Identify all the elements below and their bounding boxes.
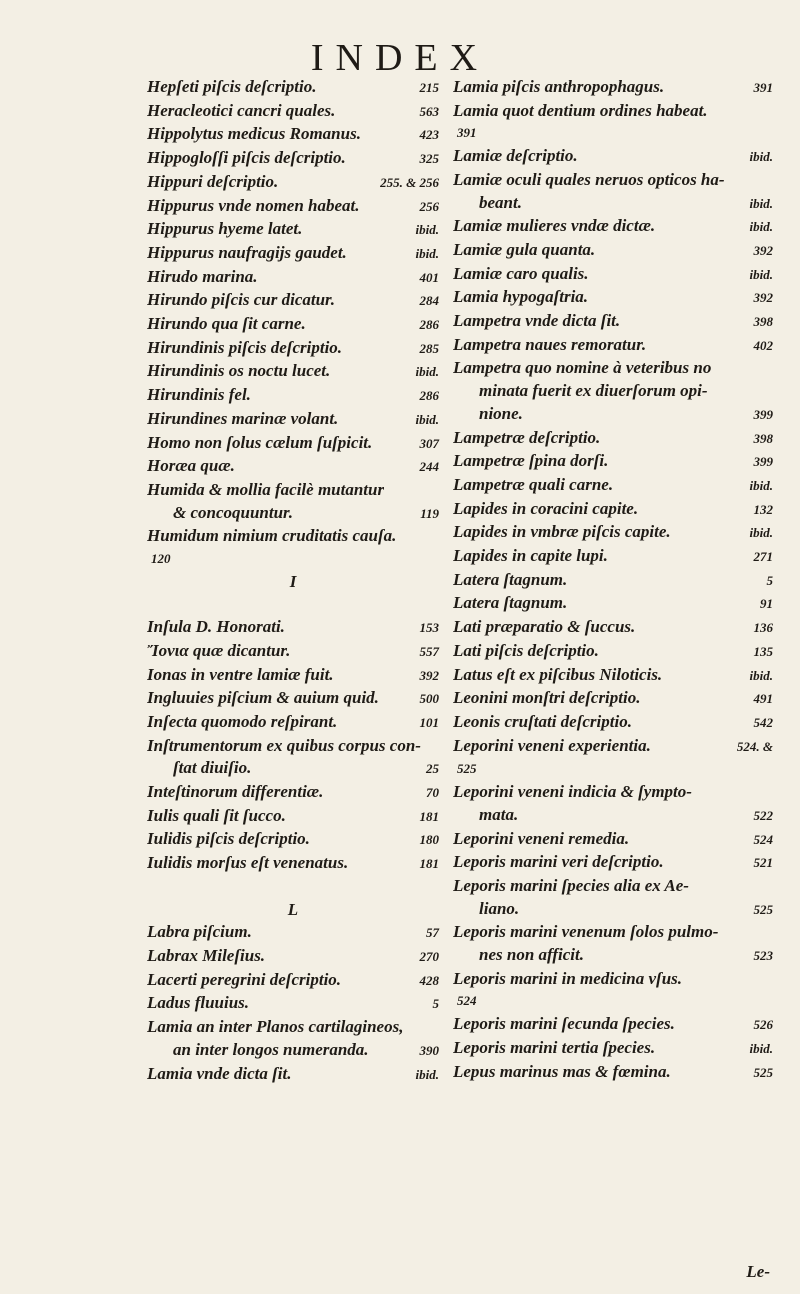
index-entry <box>453 804 773 828</box>
index-entry <box>453 380 773 403</box>
entry-text: Latera ſtagnum. <box>453 593 568 613</box>
entry-text: Leporis marini ſpecies alia ex Ae- <box>453 875 689 895</box>
entry-text: Hirundinis fel. <box>147 385 251 405</box>
entry-text: Hirundinis piſcis deſcriptio. <box>147 337 343 357</box>
index-entry <box>453 664 773 688</box>
entry-text: ſtat diuiſio. <box>173 758 252 778</box>
entry-text: nione. <box>479 403 523 423</box>
entry-page: 399 <box>753 406 773 422</box>
entry-page: ibid. <box>749 266 773 282</box>
entry-page: ibid. <box>749 667 773 683</box>
entry-text: Lacerti peregrini deſcriptio. <box>147 969 342 989</box>
entry-page: ibid. <box>749 477 773 493</box>
index-entry <box>147 687 439 711</box>
index-entry <box>453 758 773 781</box>
entry-text: Lampetræ quali carne. <box>453 474 614 494</box>
index-entry <box>147 735 439 758</box>
entry-text: Labra piſcium. <box>147 922 252 942</box>
index-entry <box>147 76 439 100</box>
entry-text: Homo non ſolus cælum ſuſpicit. <box>147 432 373 452</box>
index-entry <box>147 781 439 805</box>
entry-text: Inſecta quomodo reſpirant. <box>147 711 338 731</box>
entry-page: ibid. <box>415 245 439 261</box>
index-entry <box>453 100 773 123</box>
catchword: Le- <box>746 1262 770 1281</box>
spacer <box>147 593 439 616</box>
entry-text: Inſula D. Honorati. <box>147 617 285 637</box>
entry-page: 5 <box>432 996 439 1012</box>
entry-page: 270 <box>419 948 439 964</box>
entry-text: Lati præparatio & ſuccus. <box>453 617 636 637</box>
entry-page: 286 <box>419 388 439 404</box>
entry-text: Lampetra vnde dicta ſit. <box>453 311 621 331</box>
index-entry <box>453 711 773 735</box>
entry-page: ibid. <box>415 411 439 427</box>
index-entry <box>453 239 773 263</box>
entry-text: Lapides in coracini capite. <box>453 498 639 518</box>
entry-text: Hippurus vnde nomen habeat. <box>147 195 360 215</box>
index-entry <box>453 898 773 922</box>
section-letter: L <box>287 899 299 919</box>
index-entry <box>453 215 773 239</box>
index-entry <box>147 757 439 781</box>
entry-text: Lamia vnde dicta ſit. <box>147 1063 292 1083</box>
entry-text: Ἴονια quæ dicantur. <box>147 640 291 660</box>
index-entry <box>453 334 773 358</box>
entry-text: & concoquuntur. <box>173 502 293 522</box>
entry-page: 119 <box>420 505 439 521</box>
entry-text: Ingluuies piſcium & auium quid. <box>147 688 379 708</box>
entry-text: Ladus fluuius. <box>147 993 250 1013</box>
index-entry <box>147 266 439 290</box>
entry-text: Leporini veneni remedia. <box>453 828 630 848</box>
entry-text: Iulidis piſcis deſcriptio. <box>147 829 310 849</box>
index-entry <box>147 384 439 408</box>
index-entry <box>453 640 773 664</box>
index-entry <box>453 921 773 944</box>
entry-page: 256 <box>419 198 439 214</box>
entry-page: 399 <box>753 454 773 470</box>
entry-page: 136 <box>753 620 773 636</box>
entry-text: Hirundo piſcis cur dicatur. <box>147 290 335 310</box>
index-entry <box>147 525 439 548</box>
entry-text: Lamiæ mulieres vndæ dictæ. <box>453 216 656 236</box>
entry-text: Lamiæ caro qualis. <box>453 263 589 283</box>
entry-text: Hippurus hyeme latet. <box>147 219 303 239</box>
entry-text: Iulidis morſus eſt venenatus. <box>147 853 349 873</box>
spacer <box>147 876 439 899</box>
entry-page: 524 <box>457 993 477 1009</box>
index-entry <box>453 545 773 569</box>
entry-page: 525 <box>753 901 773 917</box>
index-entry <box>147 147 439 171</box>
entry-page: 391 <box>457 125 477 141</box>
entry-page: 390 <box>419 1042 439 1058</box>
index-entry <box>147 1039 439 1063</box>
index-entry <box>147 502 439 526</box>
index-entry <box>147 479 439 502</box>
entry-text: Leonini monſtri deſcriptio. <box>453 688 641 708</box>
entry-page: 398 <box>753 314 773 330</box>
index-entry <box>147 852 439 876</box>
index-entry <box>147 218 439 242</box>
index-entry <box>453 781 773 804</box>
entry-page: 392 <box>753 242 773 258</box>
entry-text: Hirundo qua ſit carne. <box>147 314 306 334</box>
entry-page: 391 <box>753 80 773 95</box>
entry-page: 180 <box>419 832 439 848</box>
entry-page: 525 <box>457 761 477 777</box>
index-entry <box>453 450 773 474</box>
entry-page: 255. & 256 <box>380 174 439 190</box>
entry-text: Leporis marini veri deſcriptio. <box>453 852 664 872</box>
index-entry <box>147 1016 439 1039</box>
entry-page: 402 <box>753 337 773 353</box>
entry-page: 271 <box>753 549 773 565</box>
entry-page: 181 <box>419 856 439 872</box>
index-entry <box>453 968 773 991</box>
index-entry <box>147 123 439 147</box>
index-entry <box>453 851 773 875</box>
entry-page: ibid. <box>415 222 439 238</box>
index-entry <box>453 1061 773 1085</box>
index-entry <box>453 76 773 100</box>
entry-page: 325 <box>419 151 439 167</box>
entry-page: 181 <box>419 808 439 824</box>
index-entry <box>453 498 773 522</box>
entry-text: Leporini veneni indicia & ſympto- <box>453 782 692 802</box>
index-entry <box>453 192 773 216</box>
entry-text: Lamia hypogaſtria. <box>453 287 589 307</box>
index-entry <box>453 357 773 380</box>
entry-text: Labrax Mileſius. <box>147 945 266 965</box>
entry-page: 135 <box>753 643 773 659</box>
index-entry <box>453 169 773 192</box>
index-entry <box>453 1013 773 1037</box>
index-entry <box>453 310 773 334</box>
entry-page: 542 <box>753 714 773 730</box>
index-entry <box>147 195 439 219</box>
index-entry <box>453 687 773 711</box>
entry-page: ibid. <box>749 219 773 235</box>
entry-page: 285 <box>419 340 439 356</box>
entry-page: 132 <box>753 501 773 517</box>
entry-text: liano. <box>479 898 520 918</box>
entry-text: Lamia an inter Planos cartilagineos, <box>147 1017 404 1037</box>
index-entry <box>147 828 439 852</box>
entry-text: an inter longos numeranda. <box>173 1039 369 1059</box>
entry-page: 524. & <box>736 738 773 754</box>
entry-text: Latera ſtagnum. <box>453 569 568 589</box>
entry-page: 522 <box>753 807 773 823</box>
entry-page: 392 <box>753 290 773 306</box>
entry-page: 521 <box>753 855 773 871</box>
index-entry <box>147 640 439 664</box>
entry-page: 491 <box>753 691 773 707</box>
entry-text: Leporis marini in medicina vſus. <box>453 968 683 988</box>
index-entry <box>453 616 773 640</box>
index-entry <box>453 263 773 287</box>
entry-page: 557 <box>419 643 439 659</box>
entry-text: Hirundinis os noctu lucet. <box>147 361 331 381</box>
entry-page: 423 <box>419 127 439 143</box>
entry-text: Lamiæ gula quanta. <box>453 239 596 259</box>
index-entry <box>147 337 439 361</box>
entry-text: nes non afficit. <box>479 945 585 965</box>
entry-text: Humida & mollia facilè mutantur <box>147 479 385 499</box>
entry-page: 101 <box>419 714 439 730</box>
index-entry <box>147 313 439 337</box>
entry-page: 286 <box>419 317 439 333</box>
index-entry <box>453 474 773 498</box>
entry-text: Iulis quali ſit ſucco. <box>147 805 286 825</box>
right-index-column <box>453 76 773 1084</box>
entry-page: 428 <box>419 972 439 988</box>
entry-page: 244 <box>419 459 439 475</box>
index-entry <box>147 921 439 945</box>
entry-text: Lamia piſcis anthropophagus. <box>453 77 665 96</box>
index-entry <box>147 455 439 479</box>
entry-text: Lamia quot dentium ordines habeat. <box>453 100 708 120</box>
entry-page: 215 <box>419 80 439 95</box>
entry-text: Lepus marinus mas & fœmina. <box>453 1061 671 1081</box>
index-entry <box>147 360 439 384</box>
index-entry <box>147 548 439 571</box>
entry-text: Lati piſcis deſcriptio. <box>453 640 599 660</box>
index-entry <box>453 828 773 852</box>
entry-text: Hippurus naufragijs gaudet. <box>147 242 347 262</box>
entry-text: Leporini veneni experientia. <box>453 735 651 755</box>
index-entry <box>453 286 773 310</box>
entry-text: Lampetræ ſpina dorſi. <box>453 451 609 471</box>
left-index-column <box>147 76 439 1086</box>
index-entry <box>147 242 439 266</box>
index-entry <box>453 990 773 1013</box>
entry-text: Lamiæ oculi quales neruos opticos ha- <box>453 169 725 189</box>
entry-text: Ionas in ventre lamiæ fuit. <box>147 664 334 684</box>
entry-page: 307 <box>419 435 439 451</box>
index-entry <box>147 432 439 456</box>
index-entry <box>453 944 773 968</box>
index-entry <box>147 100 439 124</box>
index-entry <box>453 427 773 451</box>
entry-text: Leporis marini venenum ſolos pulmo- <box>453 922 719 942</box>
entry-text: Leporis marini tertia ſpecies. <box>453 1037 656 1057</box>
entry-page: ibid. <box>749 195 773 211</box>
entry-page: 70 <box>426 785 439 801</box>
entry-page: 284 <box>419 293 439 309</box>
index-entry <box>147 805 439 829</box>
entry-text: Hippuri deſcriptio. <box>147 171 279 191</box>
entry-page: 524 <box>753 831 773 847</box>
entry-text: Hippogloſſi piſcis deſcriptio. <box>147 148 346 168</box>
entry-text: beant. <box>479 192 522 212</box>
entry-page: 5 <box>766 572 773 588</box>
index-entry <box>147 616 439 640</box>
entry-page: 500 <box>419 691 439 707</box>
entry-page: 25 <box>426 761 439 777</box>
index-entry <box>147 992 439 1016</box>
entry-text: Lamiæ deſcriptio. <box>453 146 578 166</box>
entry-text: Humidum nimium cruditatis cauſa. <box>147 526 397 546</box>
entry-text: Lapides in capite lupi. <box>453 546 608 566</box>
index-entry <box>147 969 439 993</box>
entry-text: minata fuerit ex diuerſorum opi- <box>479 381 708 401</box>
entry-text: Lapides in vmbræ piſcis capite. <box>453 522 671 542</box>
entry-page: 526 <box>753 1017 773 1033</box>
entry-page: ibid. <box>749 149 773 165</box>
index-entry <box>147 664 439 688</box>
entry-text: Hippolytus medicus Romanus. <box>147 124 361 144</box>
entry-page: ibid. <box>415 364 439 380</box>
entry-text: Lampetræ deſcriptio. <box>453 427 601 447</box>
entry-text: Leporis marini ſecunda ſpecies. <box>453 1014 675 1034</box>
index-entry <box>453 521 773 545</box>
entry-text: Latus eſt ex piſcibus Niloticis. <box>453 664 663 684</box>
entry-text: Hirudo marina. <box>147 266 258 286</box>
index-entry <box>147 1063 439 1087</box>
index-entry <box>453 592 773 616</box>
index-entry <box>147 945 439 969</box>
entry-page: 91 <box>760 596 773 612</box>
entry-text: Inſtrumentorum ex quibus corpus con- <box>147 735 421 755</box>
entry-text: mata. <box>479 804 519 824</box>
index-entry <box>453 1037 773 1061</box>
entry-page: 153 <box>419 620 439 636</box>
index-entry <box>453 569 773 593</box>
entry-page: 392 <box>419 667 439 683</box>
index-entry <box>147 408 439 432</box>
index-entry <box>147 711 439 735</box>
entry-text: Lampetra naues remoratur. <box>453 334 647 354</box>
entry-text: Leonis cruſtati deſcriptio. <box>453 711 632 731</box>
index-entry <box>147 171 439 195</box>
entry-page: 525 <box>753 1064 773 1080</box>
entry-text: Lampetra quo nomine à veteribus no <box>453 358 712 378</box>
entry-text: Hirundines marinæ volant. <box>147 408 339 428</box>
entry-text: Heracleotici cancri quales. <box>147 100 336 120</box>
index-entry <box>453 122 773 145</box>
entry-page: 523 <box>753 948 773 964</box>
index-entry <box>453 403 773 427</box>
index-entry <box>453 875 773 898</box>
page-header: INDEX <box>310 37 490 79</box>
entry-page: 57 <box>426 925 439 941</box>
entry-page: 398 <box>753 430 773 446</box>
index-entry <box>453 145 773 169</box>
entry-text: Hepſeti piſcis deſcriptio. <box>147 77 317 96</box>
entry-text: Horæa quæ. <box>147 456 235 476</box>
entry-text: Inteſtinorum differentiæ. <box>147 782 324 802</box>
entry-page: ibid. <box>415 1066 439 1082</box>
index-entry <box>147 289 439 313</box>
section-letter: I <box>289 571 297 591</box>
entry-page: ibid. <box>749 1040 773 1056</box>
index-entry <box>453 735 773 759</box>
entry-page: ibid. <box>749 525 773 541</box>
entry-page: 120 <box>151 551 171 567</box>
entry-page: 563 <box>419 103 439 119</box>
entry-page: 401 <box>419 269 439 285</box>
